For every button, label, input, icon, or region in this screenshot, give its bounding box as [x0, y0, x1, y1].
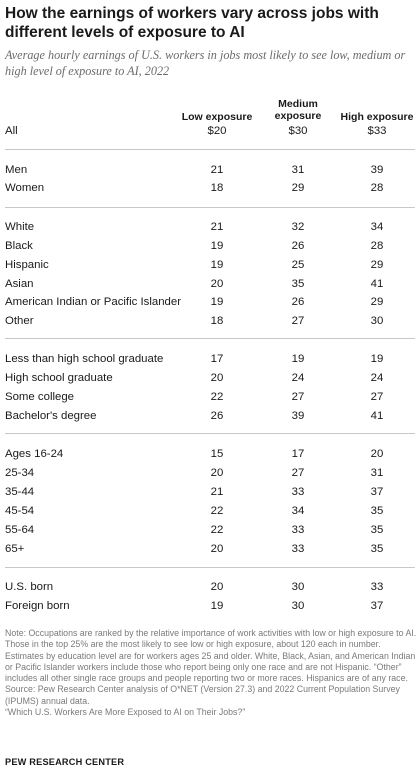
value-low-exposure: 19	[210, 600, 224, 612]
table-row	[0, 312, 420, 330]
value-high-exposure: 41	[370, 278, 384, 290]
value-low-exposure: 15	[210, 448, 224, 460]
value-medium-exposure: 35	[291, 278, 305, 290]
column-header-high: High exposure	[340, 111, 414, 123]
value-medium-exposure: 25	[291, 259, 305, 271]
row-label: 45-54	[5, 505, 35, 517]
value-medium-exposure: 34	[291, 505, 305, 517]
value-high-exposure: 19	[370, 353, 384, 365]
chart-notes	[5, 628, 417, 718]
value-low-exposure: 21	[210, 486, 224, 498]
row-label: Some college	[5, 391, 75, 403]
value-high-exposure: 28	[370, 240, 384, 252]
value-high-exposure: 37	[370, 600, 384, 612]
row-label: U.S. born	[5, 581, 54, 593]
value-low-exposure: 26	[210, 410, 224, 422]
column-header-medium: Medium exposure	[274, 98, 322, 122]
table-row	[0, 407, 420, 425]
table-row	[0, 540, 420, 558]
value-medium-exposure: 33	[291, 543, 305, 555]
row-label: White	[5, 221, 35, 233]
value-medium-exposure: 17	[291, 448, 305, 460]
row-label: 55-64	[5, 524, 35, 536]
row-label: Black	[5, 240, 33, 252]
section-divider	[5, 149, 415, 150]
row-label: Ages 16-24	[5, 448, 64, 460]
row-label: Asian	[5, 278, 34, 290]
value-low-exposure: $20	[207, 125, 227, 137]
value-medium-exposure: 27	[291, 391, 305, 403]
value-high-exposure: 20	[370, 448, 384, 460]
value-low-exposure: 20	[210, 467, 224, 479]
source-text: Source: Pew Research Center analysis of O*NET (Version 27.3) and 2022 Current Population Survey (IPUMS) annual data.	[5, 684, 400, 706]
value-low-exposure: 18	[210, 182, 224, 194]
value-medium-exposure: 31	[291, 164, 305, 176]
value-low-exposure: 20	[210, 543, 224, 555]
table-row	[0, 483, 420, 501]
value-high-exposure: 35	[370, 543, 384, 555]
row-label: 35-44	[5, 486, 35, 498]
value-low-exposure: 19	[210, 259, 224, 271]
column-header-low: Low exposure	[181, 111, 253, 123]
value-medium-exposure: 30	[291, 600, 305, 612]
table-row	[0, 597, 420, 615]
row-label: Less than high school graduate	[5, 353, 164, 365]
value-medium-exposure: $30	[288, 125, 308, 137]
value-high-exposure: 29	[370, 296, 384, 308]
table-row	[0, 388, 420, 406]
value-high-exposure: 37	[370, 486, 384, 498]
value-low-exposure: 18	[210, 315, 224, 327]
value-medium-exposure: 29	[291, 182, 305, 194]
value-medium-exposure: 27	[291, 315, 305, 327]
value-low-exposure: 21	[210, 221, 224, 233]
row-label: High school graduate	[5, 372, 113, 384]
value-medium-exposure: 39	[291, 410, 305, 422]
row-label: 65+	[5, 543, 25, 555]
row-label: Other	[5, 315, 34, 327]
table-row	[0, 369, 420, 387]
table-row	[0, 464, 420, 482]
table-row	[0, 161, 420, 179]
row-label: All	[5, 125, 18, 137]
section-divider	[5, 567, 415, 568]
value-low-exposure: 17	[210, 353, 224, 365]
value-medium-exposure: 33	[291, 524, 305, 536]
chart-title: How the earnings of workers vary across jobs with different levels of exposure to AI	[5, 5, 379, 41]
row-label: Men	[5, 164, 28, 176]
row-label: 25-34	[5, 467, 35, 479]
table-row	[0, 218, 420, 236]
value-high-exposure: 33	[370, 581, 384, 593]
note-text: Note: Occupations are ranked by the relative importance of work activities with low or high exposure to AI. Those in the top 25% are the most likely to see low or high exposure, about 120 each in number. Estimates by education level are for workers ages 25 and older. White, Black, Asian, and American Indian or Pacific Islander workers include those who report being only one race and are not Hispanic. “Other” includes all other single race groups and people reporting two or more races. Hispanics are of any race.	[5, 628, 417, 684]
table-row	[0, 293, 420, 311]
value-low-exposure: 22	[210, 505, 224, 517]
row-label: Women	[5, 182, 45, 194]
table-row	[0, 445, 420, 463]
table-row	[0, 275, 420, 293]
value-high-exposure: 24	[370, 372, 384, 384]
table-row	[0, 256, 420, 274]
value-medium-exposure: 33	[291, 486, 305, 498]
row-label: Foreign born	[5, 600, 70, 612]
value-low-exposure: 22	[210, 391, 224, 403]
value-low-exposure: 20	[210, 278, 224, 290]
pew-logo-text: PEW RESEARCH CENTER	[5, 757, 125, 767]
table-row	[0, 122, 420, 140]
value-medium-exposure: 30	[291, 581, 305, 593]
section-divider	[5, 433, 415, 434]
value-high-exposure: 34	[370, 221, 384, 233]
value-high-exposure: 39	[370, 164, 384, 176]
chart-subtitle: Average hourly earnings of U.S. workers in jobs most likely to see low, medium or high level of exposure to AI, 2022	[5, 48, 406, 78]
section-divider	[5, 338, 415, 339]
row-label: American Indian or Pacific Islander	[5, 296, 182, 308]
value-high-exposure: 31	[370, 467, 384, 479]
table-row	[0, 237, 420, 255]
section-divider	[5, 207, 415, 208]
table-row	[0, 521, 420, 539]
value-high-exposure: 30	[370, 315, 384, 327]
value-medium-exposure: 27	[291, 467, 305, 479]
value-medium-exposure: 26	[291, 240, 305, 252]
value-low-exposure: 19	[210, 240, 224, 252]
value-medium-exposure: 24	[291, 372, 305, 384]
value-high-exposure: 27	[370, 391, 384, 403]
value-high-exposure: 41	[370, 410, 384, 422]
value-medium-exposure: 19	[291, 353, 305, 365]
value-high-exposure: 29	[370, 259, 384, 271]
value-high-exposure: 35	[370, 524, 384, 536]
table-row	[0, 350, 420, 368]
table-row	[0, 578, 420, 596]
value-low-exposure: 21	[210, 164, 224, 176]
row-label: Hispanic	[5, 259, 49, 271]
value-medium-exposure: 26	[291, 296, 305, 308]
table-row	[0, 179, 420, 197]
value-high-exposure: $33	[367, 125, 387, 137]
value-medium-exposure: 32	[291, 221, 305, 233]
value-high-exposure: 28	[370, 182, 384, 194]
value-low-exposure: 20	[210, 372, 224, 384]
report-title: “Which U.S. Workers Are More Exposed to AI on Their Jobs?”	[5, 707, 246, 718]
value-high-exposure: 35	[370, 505, 384, 517]
value-low-exposure: 19	[210, 296, 224, 308]
value-low-exposure: 22	[210, 524, 224, 536]
table-row	[0, 502, 420, 520]
row-label: Bachelor's degree	[5, 410, 97, 422]
value-low-exposure: 20	[210, 581, 224, 593]
